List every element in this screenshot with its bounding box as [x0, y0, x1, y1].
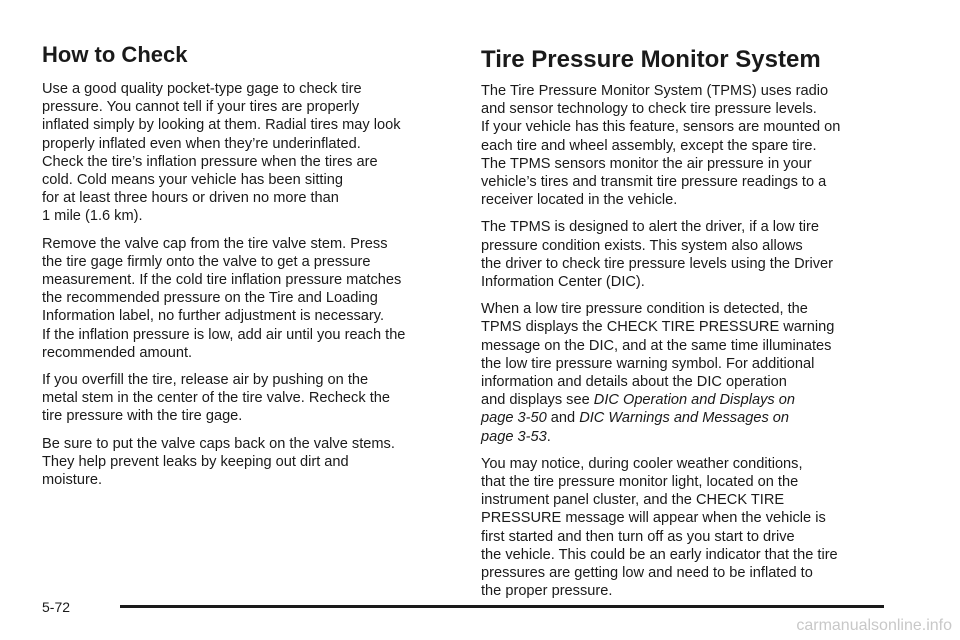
- text-line: information and details about the DIC operation: [481, 374, 787, 391]
- page-footer: [42, 597, 892, 617]
- text-line: If you overfill the tire, release air by pushing on the: [42, 372, 369, 389]
- text-line: 1 mile (1.6 km).: [42, 208, 143, 225]
- text-line: The TPMS sensors monitor the air pressure in your: [481, 155, 812, 172]
- text-line: and sensor technology to check tire pressure levels.: [481, 101, 817, 118]
- text-line: The TPMS is designed to alert the driver, if a low tire: [481, 219, 819, 236]
- how-to-check-heading: How to Check: [42, 42, 188, 67]
- text-line: Information Center (DIC).: [481, 274, 645, 291]
- text-line: recommended amount.: [42, 344, 193, 361]
- paragraph: [42, 435, 450, 490]
- text-line: message on the DIC, and at the same time illuminates: [481, 337, 832, 354]
- text-line: TPMS displays the CHECK TIRE PRESSURE warning: [481, 319, 835, 336]
- text-line: the recommended pressure on the Tire and Loading: [42, 290, 378, 307]
- paragraph: [42, 235, 450, 362]
- reference-connector: and: [546, 410, 580, 427]
- text-line: properly inflated even when they’re underinflated.: [42, 135, 361, 152]
- text-line: [481, 428, 891, 446]
- text-line: tire pressure with the tire gage.: [42, 408, 243, 425]
- paragraph: [481, 218, 891, 291]
- text-line: The Tire Pressure Monitor System (TPMS) uses radio: [481, 83, 829, 99]
- dic-warnings-page-reference-link[interactable]: page 3-53: [481, 428, 547, 445]
- text-line: instrument panel cluster, and the CHECK TIRE: [481, 492, 785, 509]
- watermark: carmanualsonline.info: [796, 617, 952, 634]
- text-line: PRESSURE message will appear when the vehicle is: [481, 510, 826, 527]
- tpms-heading: Tire Pressure Monitor System: [481, 46, 821, 73]
- text-line: for at least three hours or driven no more than: [42, 190, 339, 207]
- text-line: metal stem in the center of the tire valve. Recheck the: [42, 390, 390, 407]
- text-line-prefix: and displays see: [481, 392, 594, 409]
- dic-operation-reference-link[interactable]: DIC Operation and Displays on: [593, 392, 795, 409]
- dic-warnings-reference-link[interactable]: DIC Warnings and Messages on: [579, 410, 790, 427]
- text-line: the tire gage firmly onto the valve to get a pressure: [42, 253, 371, 270]
- text-line: pressure condition exists. This system also allows: [481, 237, 803, 254]
- tpms-body: [481, 82, 891, 609]
- text-line: the vehicle. This could be an early indicator that the tire: [481, 546, 838, 563]
- text-line: the driver to check tire pressure levels using the Driver: [481, 255, 834, 272]
- sentence-end: .: [546, 428, 551, 445]
- text-line: Check the tire’s inflation pressure when the tires are: [42, 153, 378, 170]
- text-line: inflated simply by looking at them. Radial tires may look: [42, 117, 401, 134]
- text-line: They help prevent leaks by keeping out dirt and: [42, 453, 349, 470]
- text-line: Be sure to put the valve caps back on the valve stems.: [42, 435, 395, 452]
- paragraph: [481, 455, 891, 601]
- text-line: Remove the valve cap from the tire valve stem. Press: [42, 235, 388, 252]
- footer-rule: [120, 605, 884, 608]
- text-line: pressure. You cannot tell if your tires are properly: [42, 99, 360, 116]
- text-line: [481, 391, 891, 409]
- paragraph: [42, 371, 450, 426]
- paragraph: [42, 80, 450, 226]
- paragraph: [481, 82, 891, 209]
- how-to-check-body: [42, 80, 450, 498]
- text-line: measurement. If the cold tire inflation pressure matches: [42, 272, 402, 289]
- dic-operation-page-reference-link[interactable]: page 3-50: [481, 410, 547, 427]
- text-line: moisture.: [42, 472, 103, 489]
- text-line: cold. Cold means your vehicle has been sitting: [42, 172, 343, 189]
- text-line: If your vehicle has this feature, sensors are mounted on: [481, 119, 841, 136]
- text-line: receiver located in the vehicle.: [481, 192, 678, 209]
- page-number: 5-72: [42, 599, 71, 615]
- text-line: [481, 409, 891, 427]
- text-line: When a low tire pressure condition is detected, the: [481, 301, 808, 318]
- text-line: vehicle’s tires and transmit tire pressure readings to a: [481, 174, 827, 191]
- text-line: first started and then turn off as you start to drive: [481, 528, 795, 545]
- text-line: that the tire pressure monitor light, located on the: [481, 474, 799, 491]
- paragraph: [481, 300, 891, 446]
- text-line: pressures are getting low and need to be inflated to: [481, 565, 813, 582]
- text-line: the proper pressure.: [481, 583, 613, 600]
- text-line: You may notice, during cooler weather conditions,: [481, 455, 803, 472]
- text-line: each tire and wheel assembly, except the spare tire.: [481, 137, 817, 154]
- text-line: Use a good quality pocket-type gage to check tire: [42, 81, 362, 97]
- text-line: If the inflation pressure is low, add air until you reach the: [42, 326, 406, 343]
- text-line: the low tire pressure warning symbol. For additional: [481, 355, 815, 372]
- text-line: Information label, no further adjustment is necessary.: [42, 308, 385, 325]
